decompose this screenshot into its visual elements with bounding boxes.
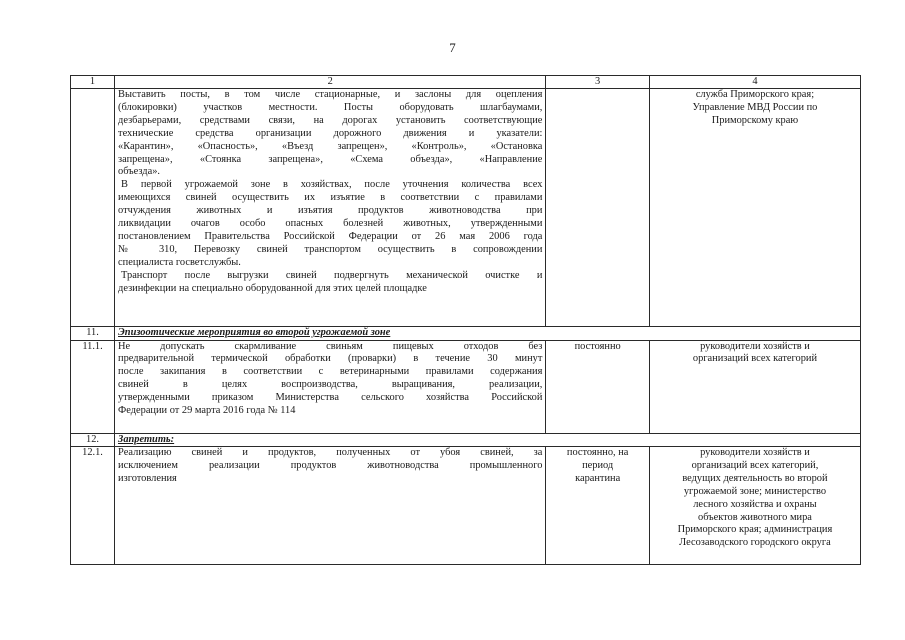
lines-para3 bbox=[118, 270, 542, 296]
text-line: № 310, Перевозку свиней транспортом осуществить в сопровождении bbox=[118, 243, 543, 255]
section-number: 11. bbox=[71, 327, 115, 341]
header-col-3: 3 bbox=[546, 76, 649, 89]
measure-description-cell bbox=[115, 340, 546, 433]
table-row-11-1 bbox=[71, 340, 861, 433]
text-line: Приморскому краю bbox=[711, 114, 799, 126]
text-line: изготовления bbox=[118, 472, 177, 484]
section-row-11 bbox=[71, 327, 861, 341]
text-line: организаций всех категорий bbox=[692, 353, 818, 365]
text-line: служба Приморского края; bbox=[695, 89, 815, 100]
text-line: руководители хозяйств и bbox=[700, 340, 810, 352]
lines-responsible bbox=[653, 447, 857, 550]
text-line: постоянно bbox=[574, 340, 621, 352]
text-line: Реализацию свиней и продуктов, полученных от убоя свиней, за bbox=[118, 447, 543, 458]
text-line: имеющихся свиней осуществить их изъятие в соответствии с правилами bbox=[118, 192, 543, 204]
row-number-cell bbox=[71, 89, 115, 327]
table-row-12-1 bbox=[71, 447, 861, 565]
section-title-cell bbox=[115, 433, 861, 447]
table-row-continued bbox=[71, 89, 861, 327]
lines-para1 bbox=[118, 89, 542, 179]
text-line: постановлением Правительства Российской Федерации от 26 мая 2006 года bbox=[118, 230, 543, 242]
text-line: постоянно, на bbox=[566, 447, 629, 458]
text-line: Приморского края; администрация bbox=[677, 524, 833, 536]
section-number: 12. bbox=[71, 433, 115, 447]
text-line: объектов животного мира bbox=[698, 511, 812, 523]
text-line: ведущих деятельность во второй bbox=[682, 472, 828, 484]
text-line: угрожаемой зоне; министерство bbox=[683, 485, 827, 497]
responsible-cell bbox=[649, 89, 860, 327]
text-line: специалиста госветслужбы. bbox=[118, 256, 241, 268]
text-line: дезбарьерами, средствами связи, на дорогах установить соответствующие bbox=[118, 114, 543, 126]
header-col-1: 1 bbox=[71, 76, 115, 89]
text-line: «Карантин», «Опасность», «Въезд запрещен», «Контроль», «Остановка bbox=[118, 140, 543, 152]
deadline-cell bbox=[546, 89, 649, 327]
responsible-cell bbox=[649, 447, 860, 565]
text-line: лесного хозяйства и охраны bbox=[693, 498, 817, 510]
text-line: исключением реализации продуктов животноводства промышленного bbox=[118, 459, 543, 471]
text-line: отчуждения животных и изъятия продуктов животноводства при bbox=[118, 205, 543, 217]
text-line: Транспорт после выгрузки свиней подвергнуть механической очистке и bbox=[121, 269, 543, 281]
text-line: после закипания в соответствии с ветеринарными правилами содержания bbox=[118, 366, 543, 378]
text-line: запрещена», «Стоянка запрещена», «Схема объезда», «Направление bbox=[118, 153, 543, 165]
deadline-cell bbox=[546, 447, 649, 565]
text-line: (блокировки) участков местности. Посты оборудовать шлагбаумами, bbox=[118, 101, 543, 113]
page-number: 7 bbox=[449, 40, 456, 55]
section-row-12 bbox=[71, 433, 861, 447]
text-line: карантина bbox=[575, 472, 621, 484]
text-line: объезда». bbox=[118, 166, 160, 178]
section-title-cell bbox=[115, 327, 861, 341]
text-line: предварительной термической обработки (проварки) в течение 30 минут bbox=[118, 353, 543, 365]
text-line: руководители хозяйств и bbox=[700, 447, 810, 458]
text-line: утвержденными приказом Министерства сельского хозяйства Российской bbox=[118, 392, 543, 404]
section-title: Эпизоотические мероприятия во второй угрожаемой зоне bbox=[118, 327, 391, 338]
header-col-2: 2 bbox=[115, 76, 546, 89]
lines-deadline bbox=[549, 447, 645, 486]
text-line: Федерации от 29 марта 2016 года № 114 bbox=[118, 405, 296, 417]
lines-responsible bbox=[653, 341, 857, 367]
text-line: Не допускать скармливание свиньям пищевых отходов без bbox=[118, 340, 543, 352]
text-line: свиней в целях воспроизводства, выращивания, реализации, bbox=[118, 379, 543, 391]
section-title: Запретить: bbox=[118, 433, 175, 445]
text-line: ликвидации очагов особо опасных болезней животных, утвержденными bbox=[118, 218, 543, 230]
text-line: дезинфекции на специально оборудованной для этих целей площадке bbox=[118, 282, 427, 294]
lines-responsible bbox=[653, 89, 857, 128]
measure-description-cell bbox=[115, 447, 546, 565]
lines-11-1 bbox=[118, 341, 542, 418]
header-col-4: 4 bbox=[649, 76, 860, 89]
lines-12-1 bbox=[118, 447, 542, 486]
row-number: 11.1. bbox=[71, 340, 115, 433]
deadline-cell bbox=[546, 340, 649, 433]
text-line: технические средства организации дорожного движения и указатели: bbox=[118, 127, 543, 139]
measure-description-cell bbox=[115, 89, 546, 327]
text-line: организаций всех категорий, bbox=[691, 459, 819, 471]
row-number: 12.1. bbox=[71, 447, 115, 565]
measures-table bbox=[70, 75, 861, 565]
table-header-row bbox=[71, 76, 861, 89]
text-line: В первой угрожаемой зоне в хозяйствах, после уточнения количества всех bbox=[121, 179, 543, 191]
text-line: Управление МВД России по bbox=[692, 101, 818, 113]
text-line: Лесозаводского городского округа bbox=[679, 537, 831, 549]
lines-deadline bbox=[549, 341, 645, 354]
lines-para2 bbox=[118, 179, 542, 269]
text-line: период bbox=[582, 459, 614, 471]
text-line: Выставить посты, в том числе стационарные, и заслоны для оцепления bbox=[118, 89, 543, 100]
responsible-cell bbox=[649, 340, 860, 433]
